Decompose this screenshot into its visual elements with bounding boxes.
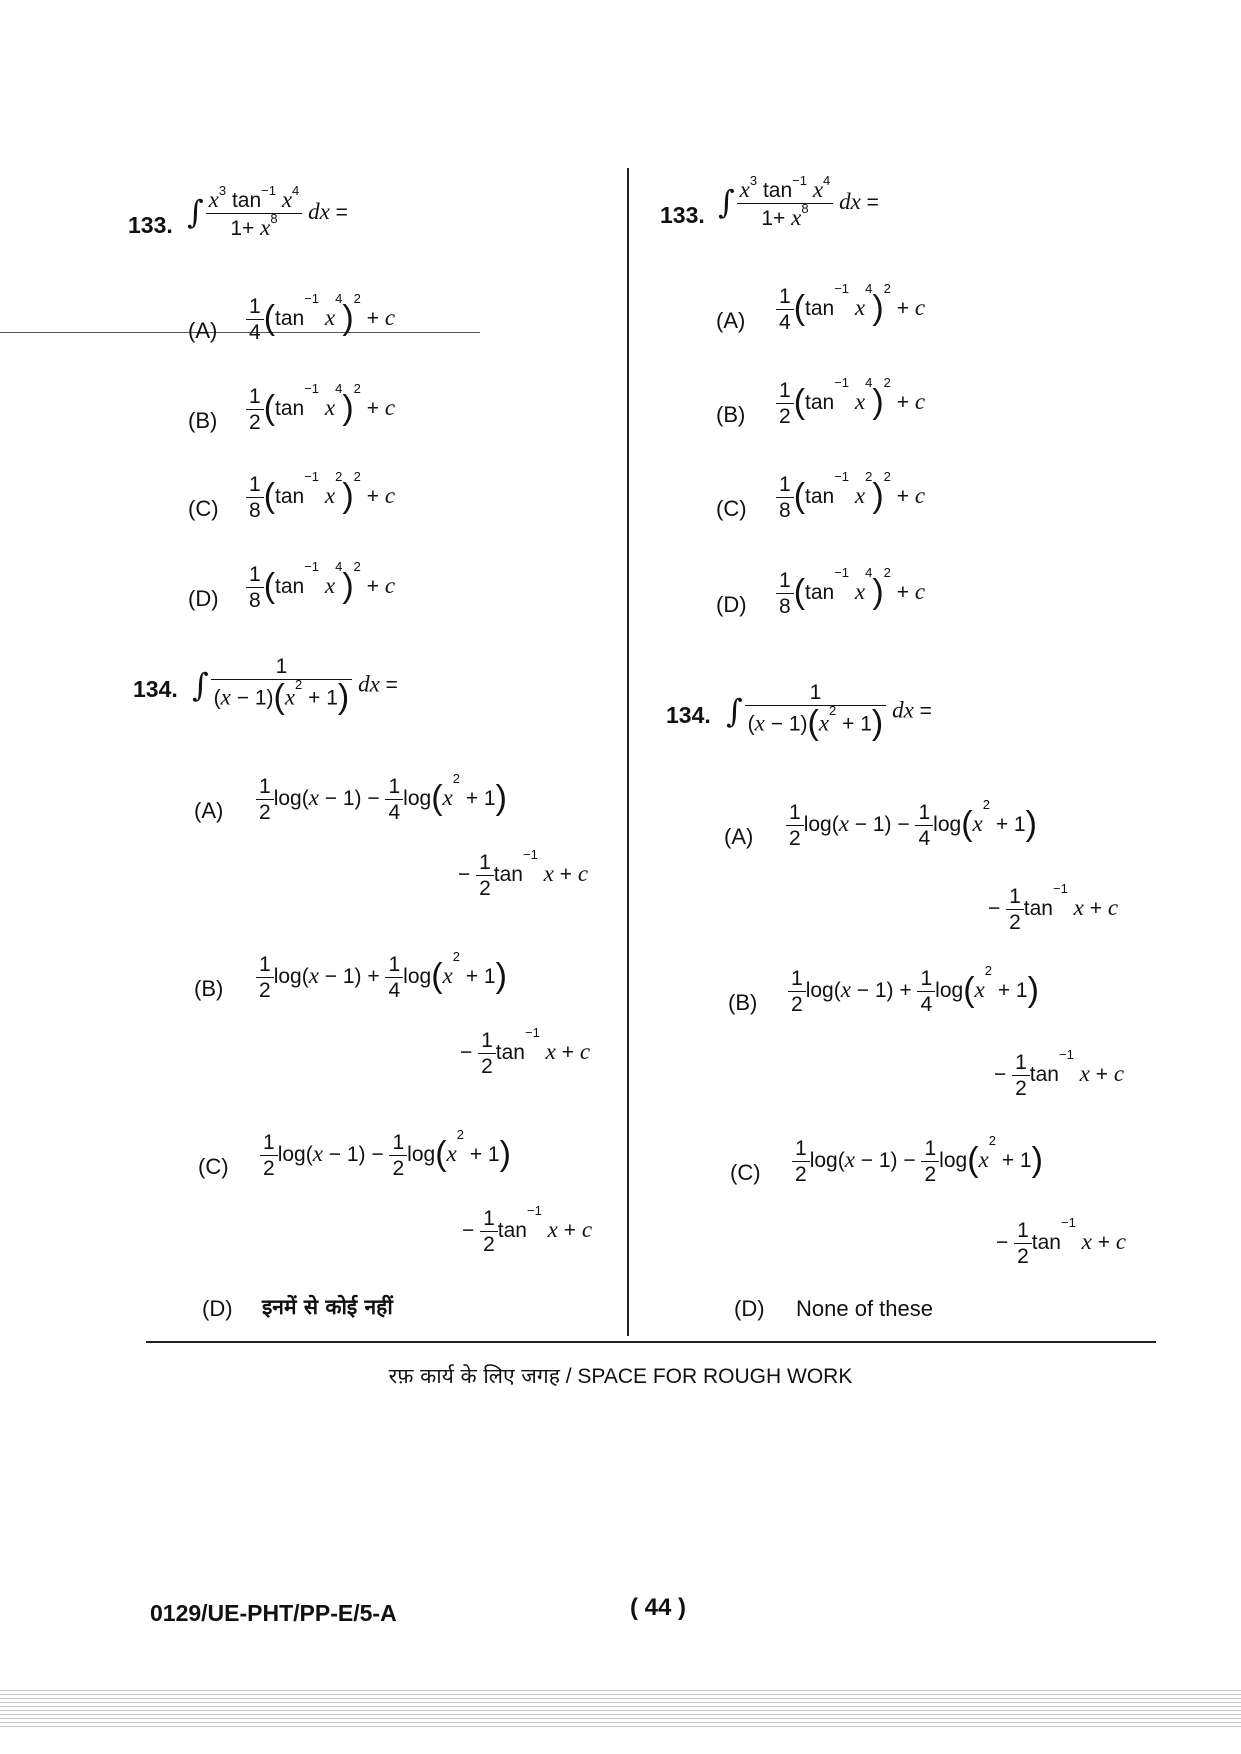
option-label[interactable]: (D) xyxy=(716,592,747,617)
rough-work-hindi: रफ़ कार्य के लिए जगह xyxy=(388,1364,560,1388)
option-label[interactable]: (D) xyxy=(202,1296,233,1321)
option-label[interactable]: (B) xyxy=(188,408,218,433)
option-expression: $\frac{1}{2}$ log(x − 1) + $\frac{1}{4}$ $\log(x^2 + 1)$ xyxy=(256,954,507,1001)
option-label[interactable]: (A) xyxy=(188,318,218,343)
option-text: इनमें से कोई नहीं xyxy=(262,1295,393,1319)
column-divider xyxy=(627,168,629,1336)
question-expression: ∫ $\frac{1}{(x - 1)(x^2 + 1)}$ dx = xyxy=(726,681,932,742)
scan-stray-line xyxy=(0,332,480,333)
option-label[interactable]: (A) xyxy=(194,798,224,823)
rough-work-divider xyxy=(146,1341,1156,1343)
option-text: None of these xyxy=(796,1296,933,1321)
option-label[interactable]: (C) xyxy=(730,1160,761,1185)
option-label[interactable]: (B) xyxy=(728,990,758,1015)
question-number: 133. xyxy=(128,212,173,238)
scan-edge-bars xyxy=(0,1690,1241,1730)
option-expression: $\frac{1}{8}$ ($\tan^{-1}$ $x^2)^2 + c$ xyxy=(246,474,395,521)
option-expression: $\frac{1}{2}$ log(x − 1) − $\frac{1}{2}$ $\log(x^2 + 1)$ xyxy=(792,1138,1043,1185)
option-label[interactable]: (C) xyxy=(198,1154,229,1179)
rough-work-caption xyxy=(0,1362,1241,1390)
option-expression: $\frac{1}{2}$ ($\tan^{-1}$ $x^4)^2 + c$ xyxy=(246,386,395,433)
option-expression: $\frac{1}{2}$ log(x − 1) − $\frac{1}{2}$ $\log(x^2 + 1)$ xyxy=(260,1132,511,1179)
option-label[interactable]: (C) xyxy=(716,496,747,521)
rough-work-separator: / xyxy=(565,1365,572,1388)
question-expression: ∫ $\frac{1}{(x - 1)(x^2 + 1)}$ dx = xyxy=(192,655,398,716)
option-label[interactable]: (D) xyxy=(734,1296,765,1321)
option-expression-continued: − $\frac{1}{2}$ $\tan^{-1} x + c$ xyxy=(460,1025,591,1078)
question-expression: ∫ $\frac{x^3 \tan^{-1} x^4}{1+ x^8}$ dx = xyxy=(718,173,879,230)
question-number: 134. xyxy=(133,676,178,702)
option-expression-continued: − $\frac{1}{2}$ $\tan^{-1} x + c$ xyxy=(458,847,589,900)
question-number: 134. xyxy=(666,702,711,728)
option-expression: $\frac{1}{2}$ log(x − 1) + $\frac{1}{4}$ $\log(x^2 + 1)$ xyxy=(788,968,1039,1015)
option-label[interactable]: (C) xyxy=(188,496,219,521)
option-expression: $\frac{1}{4}$ ($\tan^{-1}$ $x^4)^2 + c$ xyxy=(246,296,395,343)
question-expression: ∫ $\frac{x^3 \tan^{-1} x^4}{1+ x^8}$ dx = xyxy=(187,183,348,240)
option-label[interactable]: (D) xyxy=(188,586,219,611)
option-expression-continued: − $\frac{1}{2}$ $\tan^{-1} x + c$ xyxy=(996,1215,1127,1268)
question-number: 133. xyxy=(660,202,705,228)
option-expression: $\frac{1}{2}$ ($\tan^{-1}$ $x^4)^2 + c$ xyxy=(776,380,925,427)
page-number: ( 44 ) xyxy=(630,1594,687,1621)
option-expression: $\frac{1}{8}$ ($\tan^{-1}$ $x^2)^2 + c$ xyxy=(776,474,925,521)
option-expression-continued: − $\frac{1}{2}$ $\tan^{-1} x + c$ xyxy=(994,1047,1125,1100)
paper-code: 0129/UE-PHT/PP-E/5-A xyxy=(150,1600,397,1626)
option-label[interactable]: (B) xyxy=(716,402,746,427)
option-expression-continued: − $\frac{1}{2}$ $\tan^{-1} x + c$ xyxy=(988,881,1119,934)
option-label[interactable]: (B) xyxy=(194,976,224,1001)
option-expression: $\frac{1}{2}$ log(x − 1) − $\frac{1}{4}$ $\log(x^2 + 1)$ xyxy=(256,776,507,823)
option-expression: $\frac{1}{8}$ ($\tan^{-1}$ $x^4)^2 + c$ xyxy=(776,570,925,617)
option-label[interactable]: (A) xyxy=(716,308,746,333)
rough-work-english: SPACE FOR ROUGH WORK xyxy=(577,1365,853,1388)
option-expression: $\frac{1}{8}$ ($\tan^{-1}$ $x^4)^2 + c$ xyxy=(246,564,395,611)
option-label[interactable]: (A) xyxy=(724,824,754,849)
option-expression: $\frac{1}{4}$ ($\tan^{-1}$ $x^4)^2 + c$ xyxy=(776,286,925,333)
option-expression: $\frac{1}{2}$ log(x − 1) − $\frac{1}{4}$ $\log(x^2 + 1)$ xyxy=(786,802,1037,849)
option-expression-continued: − $\frac{1}{2}$ $\tan^{-1} x + c$ xyxy=(462,1203,593,1256)
